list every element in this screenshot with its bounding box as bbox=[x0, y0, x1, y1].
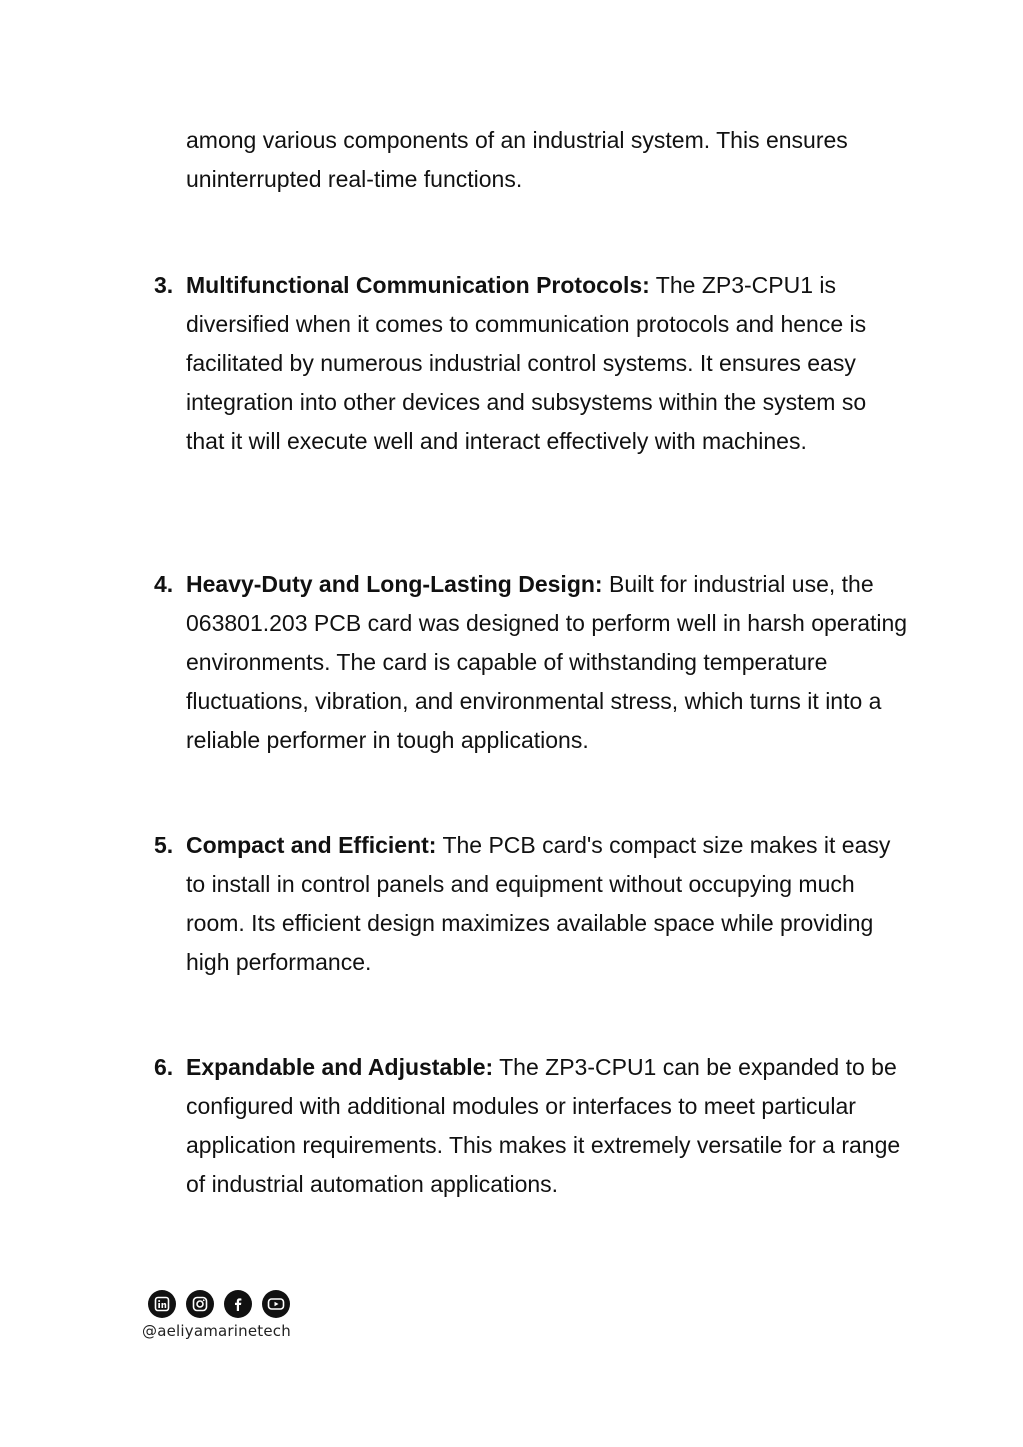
list-item-4 bbox=[154, 565, 910, 760]
list-number: 6. bbox=[154, 1054, 174, 1080]
social-handle: @aeliyamarinetech bbox=[142, 1322, 291, 1340]
list-item-title: Expandable and Adjustable: bbox=[186, 1054, 494, 1080]
list-number: 5. bbox=[154, 832, 174, 858]
list-item-5 bbox=[154, 826, 910, 982]
list-item-title: Heavy-Duty and Long-Lasting Design: bbox=[186, 571, 603, 597]
list-item-body: The ZP3-CPU1 is diversified when it comes to communication protocols and hence is facilitated by numerous industrial control systems. It ensures easy integration into other devices and subsystems within the system so that it will execute well and interact effectively with machines. bbox=[186, 272, 867, 454]
list-item-body: The PCB card's compact size makes it easy to install in control panels and equipment without occupying much room. Its efficient design maximizes available space while providing high performance. bbox=[186, 832, 891, 975]
list-number: 3. bbox=[154, 272, 174, 298]
list-item-3 bbox=[154, 266, 910, 461]
youtube-icon[interactable] bbox=[262, 1290, 290, 1318]
list-item-title: Compact and Efficient: bbox=[186, 832, 437, 858]
social-icons bbox=[148, 1290, 290, 1318]
instagram-icon[interactable] bbox=[186, 1290, 214, 1318]
list-item-body: Built for industrial use, the 063801.203 PCB card was designed to perform well in harsh operating environments. The card is capable of withstanding temperature fluctuations, vibration, and environmental stress, which turns it into a reliable performer in tough applications. bbox=[186, 571, 908, 753]
facebook-icon[interactable] bbox=[224, 1290, 252, 1318]
linkedin-icon[interactable] bbox=[148, 1290, 176, 1318]
list-item-title: Multifunctional Communication Protocols: bbox=[186, 272, 650, 298]
intro-paragraph: among various components of an industrial system. This ensures uninterrupted real-time functions. bbox=[186, 127, 848, 192]
list-item-6 bbox=[154, 1048, 910, 1204]
list-number: 4. bbox=[154, 571, 174, 597]
list-item-body: The ZP3-CPU1 can be expanded to be configured with additional modules or interfaces to meet particular application requirements. This makes it extremely versatile for a range of industrial automation applications. bbox=[186, 1054, 901, 1197]
